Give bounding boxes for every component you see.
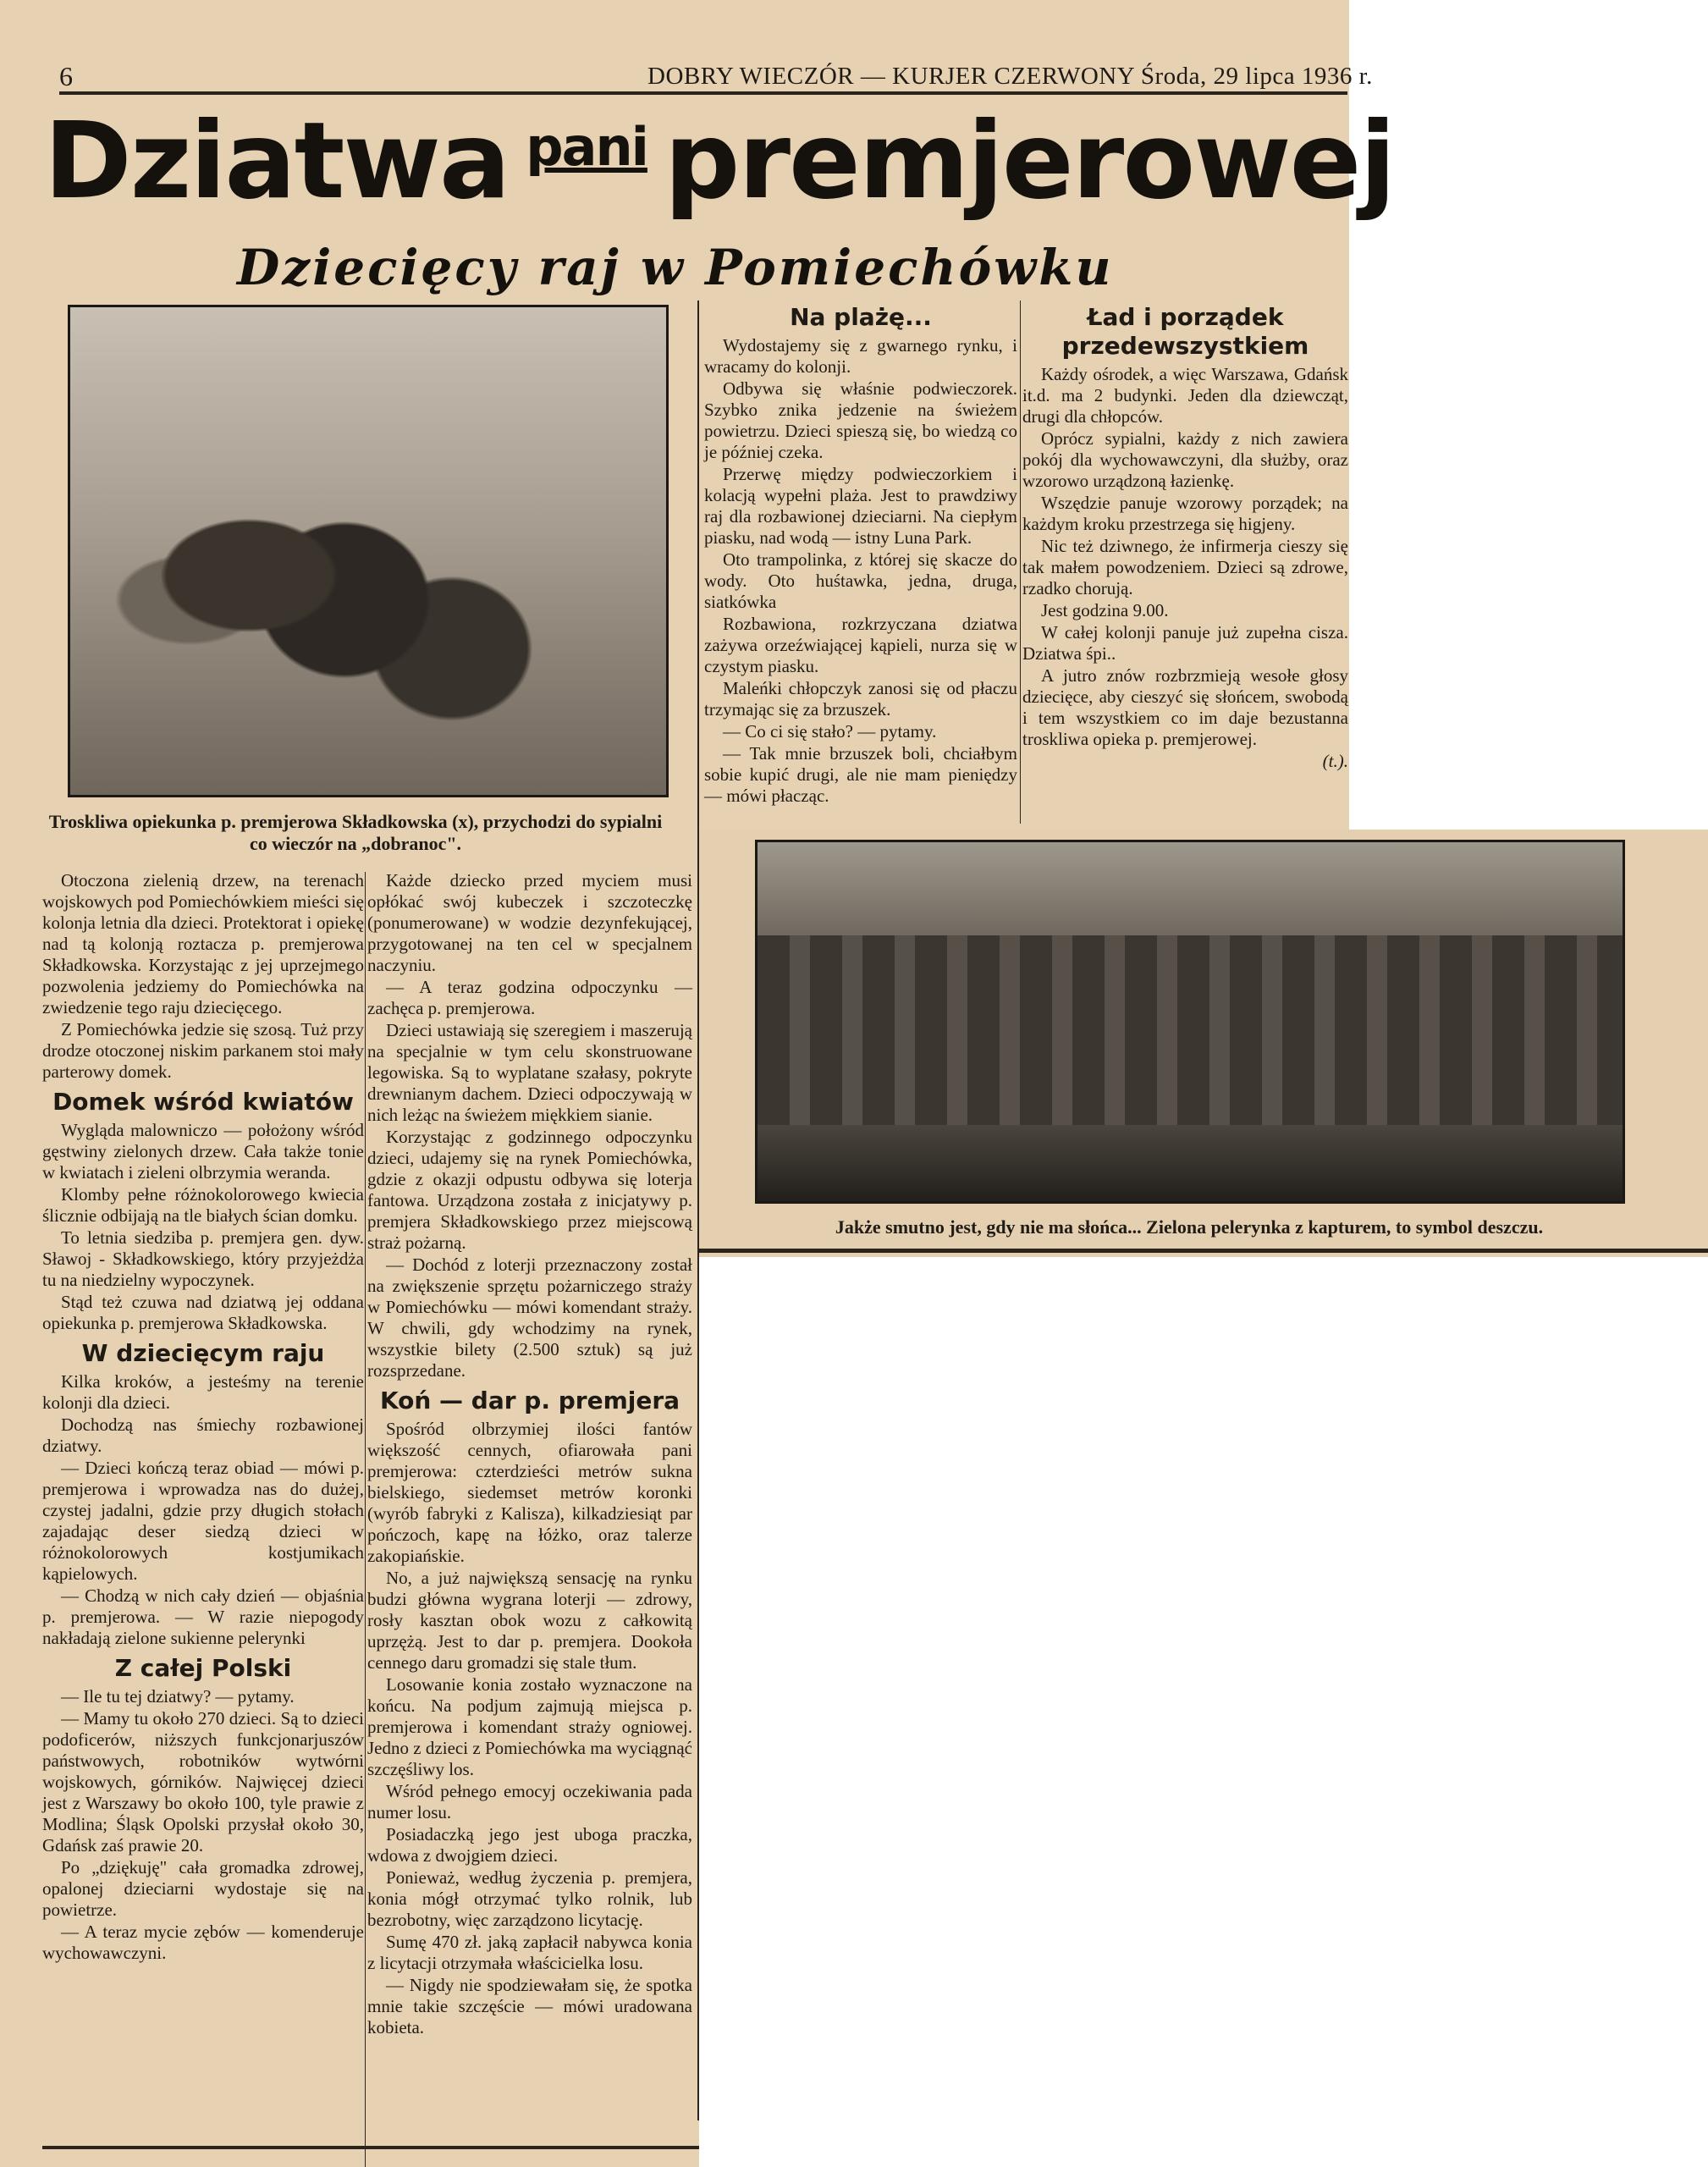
paragraph: Losowanie konia zostało wyznaczone na końcu. Na podjum zajmują miejsca p. premjerowa i komendant straży ogniowej. Jedno z dzieci z Pomiechówka ma wyciągnąć szczęśliwy los. [367, 1674, 692, 1779]
section-heading: Z całej Polski [114, 1654, 292, 1682]
bottom-rule [42, 2146, 699, 2149]
paragraph: Wydostajemy się z gwarnego rynku, i wracamy do kolonji. [704, 335, 1017, 377]
section-heading: Koń — dar p. premjera [379, 1387, 680, 1414]
paragraph: Rozbawiona, rozkrzyczana dziatwa zażywa orzeźwiającej kąpieli, nurza się w czystym piasku. [704, 614, 1017, 676]
header-rule [59, 91, 1347, 95]
paragraph: Stąd też czuwa nad dziatwą jej oddana opiekunka p. premjerowa Składkowska. [42, 1292, 364, 1333]
author-signature: (t.). [1322, 751, 1348, 771]
paragraph: Po „dziękuję" cała gromadka zdrowej, opalonej dzieciarni wydostaje się na powietrze. [42, 1857, 364, 1920]
paragraph: Ponieważ, według życzenia p. premjera, konia mógł otrzymać tylko rolnik, lub bezrobotny, więc zarządzono licytację. [367, 1867, 692, 1930]
paragraph: — Dochód z loterji przeznaczony został na zwiększenie sprzętu pożarniczego straży w Pomiechówku — mówi komendant straży. W chwili, gdy wchodzimy na rynek, wszystkie bilety (2.500 sztuk) są już rozsprzedane. [367, 1254, 692, 1381]
headline-part2: premjerowej [664, 100, 1395, 223]
column-rule-right [697, 301, 699, 2120]
paragraph: Każdy ośrodek, a więc Warszawa, Gdańsk it.d. ma 2 budynki. Jeden dla dziewcząt, drugi dla chłopców. [1022, 364, 1348, 427]
paragraph: Maleńki chłopczyk zanosi się od płaczu trzymając się za brzuszek. [704, 678, 1017, 720]
paragraph: — A teraz godzina odpoczynku — zachęca p. premjerowa. [367, 977, 692, 1018]
subheadline: Dziecięcy raj w Pomiechówku [237, 239, 1114, 296]
photo1-caption: Troskliwa opiekunka p. premjerowa Składkowska (x), przychodzi do sypialni co wieczór na „dobranoc". [48, 811, 663, 854]
paragraph: Dzieci ustawiają się szeregiem i maszerują na specjalnie w tym celu skonstruowane legowiska. Są to wyplatane szałasy, pokryte drewnianym dachem. Dzieci odpoczywają w nich leżąc na świeżem miękkiem sianie. [367, 1020, 692, 1125]
paragraph: — Tak mnie brzuszek boli, chciałbym sobie kupić drugi, ale nie mam pieniędzy — mówi płacząc. [704, 743, 1017, 806]
paragraph: No, a już największą sensację na rynku budzi główna wygrana loterji — zdrowy, rosły kasztan obok wozu z całkowitą uprzężą. Jest to dar p. premjera. Dookoła cennego daru gromadzi się stale tłum. [367, 1568, 692, 1673]
headline-pani: pani [526, 116, 647, 178]
column-rule-left [365, 872, 366, 2167]
column-rule-top [1020, 301, 1021, 824]
paragraph: Wśród pełnego emocyj oczekiwania pada numer losu. [367, 1781, 692, 1822]
paragraph: Kilka kroków, a jesteśmy na terenie kolonji dla dzieci. [42, 1371, 364, 1413]
paragraph: — Nigdy nie spodziewałam się, że spotka mnie takie szczęście — mówi uradowana kobieta. [367, 1975, 692, 2037]
paragraph: Przerwę między podwieczorkiem i kolacją wypełni plaża. Jest to prawdziwy raj dla rozbawionej dzieciarni. Na ciepłym piasku, nad wodą — istny Luna Park. [704, 464, 1017, 548]
photo2-caption: Jakże smutno jest, gdy nie ma słońca... Zielona pelerynka z kapturem, to symbol deszczu. [835, 1216, 1544, 1238]
paragraph: Nic też dziwnego, że infirmerja cieszy się tak małem powodzeniem. Dzieci są zdrowe, rzadko chorują. [1022, 536, 1348, 598]
paragraph: Posiadaczką jego jest uboga praczka, wdowa z dwojgiem dzieci. [367, 1824, 692, 1866]
paragraph: Odbywa się właśnie podwieczorek. Szybko znika jedzenie na świeżem powietrzu. Dzieci spieszą się, bo wiedzą co je później czeka. [704, 378, 1017, 462]
photo-children-in-capes [755, 840, 1625, 1204]
article-column-4 [1022, 298, 1348, 772]
paragraph: Klomby pełne różnokolorowego kwiecia ślicznie odbijają na tle białych ścian domku. [42, 1184, 364, 1226]
section-heading: Na plażę... [790, 303, 932, 331]
paragraph: — Chodzą w nich cały dzień — objaśnia p. premjerowa. — W razie niepogody nakładają zielone sukienne pelerynki [42, 1585, 364, 1648]
paragraph: Każde dziecko przed myciem musi opłókać swój kubeczek i szczoteczkę (ponumerowane) w wodzie dezynfekującej, przygotowanej na ten cel w specjalnem naczyniu. [367, 870, 692, 975]
paragraph: Wszędzie panuje wzorowy porządek; na każdym kroku przestrzega się higjeny. [1022, 493, 1348, 534]
paragraph: Sumę 470 zł. jaką zapłacił nabywca konia z licytacji otrzymała właścicielka losu. [367, 1932, 692, 1973]
article-column-1 [42, 870, 364, 1965]
article-column-3 [704, 298, 1017, 808]
paragraph: — Mamy tu około 270 dzieci. Są to dzieci podoficerów, niższych funkcjonarjuszów państwowych, robotników wytwórni wojskowych, górników. Najwięcej dzieci jest z Warszawy bo około 100, tyle prawie z Modlina; Śląsk Opolski przysłał około 30, Gdańsk zaś prawie 20. [42, 1708, 364, 1855]
page-number: 6 [59, 61, 73, 91]
paragraph: A jutro znów rozbrzmieją wesołe głosy dziecięce, aby cieszyć się słońcem, swobodą i tem wszystkiem co im daje bezustanna troskliwa opieka p. premjerowej. [1022, 665, 1348, 749]
paragraph: Jest godzina 9.00. [1041, 600, 1169, 620]
paragraph: Wygląda malowniczo — położony wśród gęstwiny zielonych drzew. Cała także tonie w kwiatach i zieleni olbrzymia weranda. [42, 1120, 364, 1183]
article-column-2 [367, 870, 692, 2039]
paragraph: Oto trampolinka, z której się skacze do wody. Oto huśtawka, jedna, druga, siatkówka [704, 549, 1017, 612]
blank-margin [1349, 0, 1708, 830]
masthead: DOBRY WIECZÓR — KURJER CZERWONY Środa, 29 lipca 1936 r. [647, 63, 1373, 90]
paragraph: — Ile tu tej dziatwy? — pytamy. [61, 1686, 295, 1707]
photo2-bottom-rule [699, 1249, 1708, 1253]
section-heading: Domek wśród kwiatów [52, 1088, 354, 1116]
paragraph: — A teraz mycie zębów — komenderuje wychowawczyni. [42, 1922, 364, 1963]
section-heading: Ład i porządek przedewszystkiem [1061, 303, 1309, 360]
paragraph: — Co ci się stało? — pytamy. [723, 721, 937, 742]
paragraph: Otoczona zielenią drzew, na terenach wojskowych pod Pomiechówkiem mieści się kolonja letnia dla dzieci. Protektorat i opiekę nad tą kolonją roztacza p. premjerowa Składkowska. Korzystając z jej uprzejmego pozwolenia jedziemy do Pomiechówka na zwiedzenie tego raju dziecięcego. [42, 870, 364, 1017]
paragraph: Spośród olbrzymiej ilości fantów większość cennych, ofiarowała pani premjerowa: czterdzieści metrów sukna bielskiego, siedemset metrów koronki (wyrób fabryki z Kalisza), kilkadziesiąt par pończoch, kapę na łóżko, oraz talerze zakopiańskie. [367, 1419, 692, 1566]
paragraph: Korzystając z godzinnego odpoczynku dzieci, udajemy się na rynek Pomiechówka, gdzie z okazji odpustu odbywa się loterja fantowa. Urządzona została z inicjatywy p. premjera Składkowskiego przez miejscową straż pożarną. [367, 1127, 692, 1253]
photo-bedroom-visit [68, 305, 669, 797]
section-heading: W dziecięcym raju [81, 1339, 325, 1367]
paragraph: — Dzieci kończą teraz obiad — mówi p. premjerowa i wprowadza nas do dużej, czystej jadalni, gdzie przy długich stołach zajadając deser siedzą dzieci w różnokolorowych kostjumikach kąpielowych. [42, 1458, 364, 1584]
paragraph: W całej kolonji panuje już zupełna cisza. Dziatwa śpi.. [1022, 622, 1348, 664]
paragraph: Z Pomiechówka jedzie się szosą. Tuż przy drodze otoczonej niskim parkanem stoi mały parterowy domek. [42, 1019, 364, 1082]
headline [44, 100, 1395, 223]
paragraph: Dochodzą nas śmiechy rozbawionej dziatwy. [42, 1414, 364, 1456]
paragraph: To letnia siedziba p. premjera gen. dyw. Sławoj - Składkowskiego, który przyjeżdża tu na niedzielny wypoczynek. [42, 1227, 364, 1290]
paragraph: Oprócz sypialni, każdy z nich zawiera pokój dla wychowawczyni, dla służby, oraz wzorowo urządzoną łazienkę. [1022, 428, 1348, 491]
headline-part1: Dziatwa [44, 100, 510, 223]
